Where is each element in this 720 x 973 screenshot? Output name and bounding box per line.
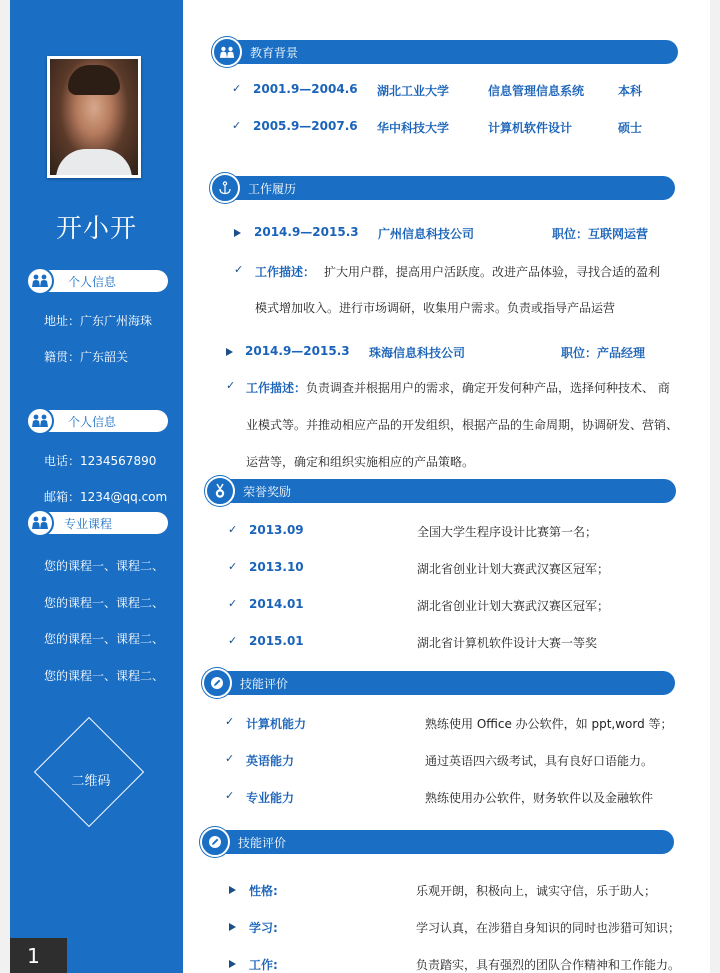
job-position: 职位：互联网运营 [552, 227, 649, 241]
course-item: 您的课程一、课程二、 [44, 669, 165, 683]
job-desc-line: 运营等，确定和组织实施相应的产品策略。 [246, 455, 475, 469]
evaluation-name: 学习: [249, 921, 278, 935]
check-icon: ✓ [232, 119, 242, 132]
resume-page [10, 0, 710, 973]
contact-info-header [28, 410, 168, 432]
evaluation-name: 工作: [249, 958, 278, 972]
honor-text: 湖北省创业计划大赛武汉赛区冠军； [417, 562, 610, 576]
skill-desc: 熟练使用办公软件，财务软件以及金融软件 [425, 791, 654, 805]
edu-school: 湖北工业大学 [377, 84, 450, 98]
arrow-bullet-icon [229, 960, 236, 968]
personal-info-header [28, 270, 168, 292]
evaluation-header [208, 830, 674, 854]
section-title: 个人信息 [68, 275, 117, 289]
job-desc-line: 模式增加收入。进行市场调研，收集用户需求。负责或指导产品运营 [255, 301, 616, 315]
honor-date: 2013.09 [249, 523, 304, 537]
profile-photo [47, 56, 141, 178]
people-icon [26, 267, 54, 295]
honor-date: 2015.01 [249, 634, 304, 648]
honor-text: 湖北省计算机软件设计大赛一等奖 [417, 636, 598, 650]
skill-desc: 通过英语四六级考试，具有良好口语能力。 [425, 754, 654, 768]
honors-header [213, 479, 676, 503]
edu-degree: 硕士 [618, 121, 643, 135]
page-number: 1 [10, 938, 67, 973]
skill-name: 英语能力 [246, 754, 295, 768]
job-company: 珠海信息科技公司 [369, 346, 466, 360]
course-item: 您的课程一、课程二、 [44, 632, 165, 646]
skill-desc: 熟练使用 Office 办公软件，如 ppt,word 等； [425, 717, 673, 731]
skill-name: 专业能力 [246, 791, 295, 805]
check-icon: ✓ [234, 263, 244, 276]
education-header [220, 40, 678, 64]
hometown: 籍贯：广东韶关 [44, 350, 129, 364]
job-period: 2014.9—2015.3 [245, 344, 350, 358]
job-desc-line: 业模式等。并推动相应产品的开发组织，根据产品的生命周期，协调研发、营销、 [246, 418, 679, 432]
work-header [218, 176, 675, 200]
person-name: 开小开 [55, 214, 137, 244]
job-desc-label: 工作描述： [246, 381, 307, 395]
edu-period: 2005.9—2007.6 [253, 119, 358, 133]
course-item: 您的课程一、课程二、 [44, 596, 165, 610]
edu-major: 计算机软件设计 [488, 121, 573, 135]
medal-icon [205, 476, 235, 506]
phone: 电话：1234567890 [44, 454, 157, 468]
skill-name: 计算机能力 [246, 717, 307, 731]
check-icon: ✓ [228, 634, 238, 647]
check-icon: ✓ [228, 597, 238, 610]
edu-major: 信息管理信息系统 [488, 84, 585, 98]
evaluation-desc: 学习认真，在涉猎自身知识的同时也涉猎可知识； [416, 921, 681, 935]
people-icon [26, 407, 54, 435]
job-position: 职位：产品经理 [561, 346, 646, 360]
check-icon: ✓ [225, 789, 235, 802]
job-desc-line: 扩大用户群，提高用户活跃度。改进产品体验，寻找合适的盈利 [324, 265, 661, 279]
section-title: 荣誉奖励 [243, 485, 292, 499]
job-company: 广州信息科技公司 [378, 227, 475, 241]
section-title: 个人信息 [68, 415, 117, 429]
check-icon: ✓ [228, 523, 238, 536]
pencil-icon [200, 827, 230, 857]
edu-degree: 本科 [618, 84, 643, 98]
courses-header [28, 512, 168, 534]
evaluation-desc: 乐观开朗，积极向上，诚实守信，乐于助人； [416, 884, 657, 898]
section-title: 技能评价 [238, 836, 287, 850]
email: 邮箱：1234@qq.com [44, 490, 168, 504]
arrow-bullet-icon [229, 923, 236, 931]
people-icon [212, 37, 242, 67]
honor-text: 全国大学生程序设计比赛第一名； [417, 525, 598, 539]
address: 地址：广东广州海珠 [44, 314, 153, 328]
honor-date: 2013.10 [249, 560, 304, 574]
course-item: 您的课程一、课程二、 [44, 559, 165, 573]
arrow-bullet-icon [229, 886, 236, 894]
arrow-bullet-icon [226, 348, 233, 356]
job-desc-line: 负责调查并根据用户的需求，确定开发何种产品，选择何种技术、 商 [306, 381, 670, 395]
check-icon: ✓ [225, 752, 235, 765]
honor-date: 2014.01 [249, 597, 304, 611]
check-icon: ✓ [226, 379, 236, 392]
honor-text: 湖北省创业计划大赛武汉赛区冠军； [417, 599, 610, 613]
arrow-bullet-icon [234, 229, 241, 237]
sidebar [10, 0, 183, 973]
section-title: 教育背景 [250, 46, 299, 60]
evaluation-name: 性格: [249, 884, 278, 898]
job-desc-label: 工作描述： [255, 265, 316, 279]
check-icon: ✓ [225, 715, 235, 728]
check-icon: ✓ [228, 560, 238, 573]
anchor-icon [210, 173, 240, 203]
skills-header [210, 671, 675, 695]
check-icon: ✓ [232, 82, 242, 95]
pencil-icon [202, 668, 232, 698]
job-period: 2014.9—2015.3 [254, 225, 359, 239]
evaluation-desc: 负责踏实，具有强烈的团队合作精神和工作能力。 [416, 958, 681, 972]
section-title: 专业课程 [64, 517, 113, 531]
edu-school: 华中科技大学 [377, 121, 450, 135]
section-title: 工作履历 [248, 182, 297, 196]
edu-period: 2001.9—2004.6 [253, 82, 358, 96]
section-title: 技能评价 [240, 677, 289, 691]
qr-code-label: 二维码 [71, 774, 111, 789]
people-icon [26, 509, 54, 537]
